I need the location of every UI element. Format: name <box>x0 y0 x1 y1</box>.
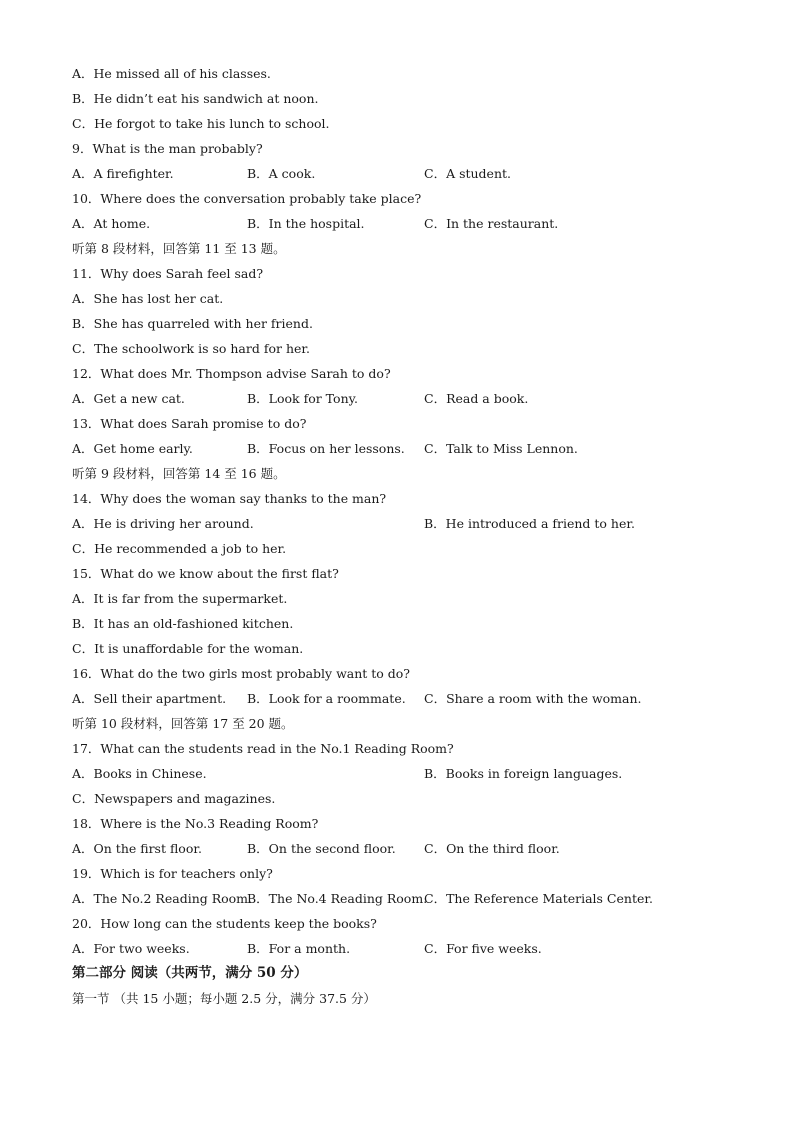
answer-option: C．Talk to Miss Lennon. <box>424 441 578 456</box>
option-row <box>72 936 752 961</box>
answer-option: A．Get a new cat. <box>72 391 185 406</box>
answer-option: C．For five weeks. <box>424 941 542 956</box>
text-line: A．He missed all of his classes. <box>72 66 271 81</box>
option-row <box>72 836 752 861</box>
answer-option: B．Look for a roommate. <box>247 691 406 706</box>
answer-option: A．The No.2 Reading Room. <box>72 891 253 906</box>
text-line: 16．What do the two girls most probably want to do? <box>72 666 411 681</box>
option-row <box>72 211 752 236</box>
answer-option: B．For a month. <box>247 941 351 956</box>
text-line: 12．What does Mr. Thompson advise Sarah to do? <box>72 366 391 381</box>
option-row <box>72 761 752 786</box>
option-row <box>72 386 752 411</box>
option-row <box>72 886 752 911</box>
answer-option: C．A student. <box>424 166 511 181</box>
text-line: A．She has lost her cat. <box>72 291 224 306</box>
text-line: 11．Why does Sarah feel sad? <box>72 266 264 281</box>
text-line: 9．What is the man probably? <box>72 141 263 156</box>
text-line: 15．What do we know about the first flat? <box>72 566 339 581</box>
text-line: C．Newspapers and magazines. <box>72 791 276 806</box>
text-line: C．It is unaffordable for the woman. <box>72 641 304 656</box>
text-line: B．It has an old-fashioned kitchen. <box>72 616 294 631</box>
text-line: B．He didn’t eat his sandwich at noon. <box>72 91 319 106</box>
answer-option: A．At home. <box>72 216 151 231</box>
text-line: C．The schoolwork is so hard for her. <box>72 341 310 356</box>
text-line: B．She has quarreled with her friend. <box>72 316 313 331</box>
answer-option: C．Read a book. <box>424 391 529 406</box>
text-line: 10．Where does the conversation probably take place? <box>72 191 422 206</box>
answer-option: B．Books in foreign languages. <box>424 766 623 781</box>
answer-option: B．Look for Tony. <box>247 391 359 406</box>
text-line: 听第 9 段材料，回答第 14 至 16 题。 <box>72 466 286 481</box>
answer-option: B．In the hospital. <box>247 216 365 231</box>
answer-option: A．For two weeks. <box>72 941 190 956</box>
answer-option: B．He introduced a friend to her. <box>424 516 635 531</box>
answer-option: A．A firefighter. <box>72 166 174 181</box>
answer-option: B．On the second floor. <box>247 841 396 856</box>
text-line: 19．Which is for teachers only? <box>72 866 273 881</box>
answer-option: C．The Reference Materials Center. <box>424 891 653 906</box>
text-line: 18．Where is the No.3 Reading Room? <box>72 816 319 831</box>
option-row <box>72 161 752 186</box>
answer-option: B．The No.4 Reading Room. <box>247 891 428 906</box>
text-line: 听第 10 段材料，回答第 17 至 20 题。 <box>72 716 294 731</box>
text-line: 17．What can the students read in the No.1 Reading Room? <box>72 741 454 756</box>
answer-option: A．Sell their apartment. <box>72 691 227 706</box>
section-heading: 第二部分 阅读（共两节，满分 50 分） <box>72 965 308 981</box>
answer-option: A．Get home early. <box>72 441 193 456</box>
option-row <box>72 686 752 711</box>
exam-page <box>72 61 752 1011</box>
text-line: 第一节 （共 15 小题；每小题 2.5 分，满分 37.5 分） <box>72 991 376 1006</box>
text-line: 13．What does Sarah promise to do? <box>72 416 307 431</box>
answer-option: A．Books in Chinese. <box>72 766 207 781</box>
text-line: 20．How long can the students keep the books? <box>72 916 377 931</box>
answer-option: C．In the restaurant. <box>424 216 559 231</box>
answer-option: B．Focus on her lessons. <box>247 441 405 456</box>
text-line: A．It is far from the supermarket. <box>72 591 288 606</box>
answer-option: A．He is driving her around. <box>72 516 254 531</box>
answer-option: A．On the first floor. <box>72 841 202 856</box>
option-row <box>72 436 752 461</box>
option-row <box>72 511 752 536</box>
text-line: 14．Why does the woman say thanks to the man? <box>72 491 387 506</box>
answer-option: C．On the third floor. <box>424 841 560 856</box>
answer-option: B．A cook. <box>247 166 316 181</box>
text-line: C．He recommended a job to her. <box>72 541 287 556</box>
answer-option: C．Share a room with the woman. <box>424 691 642 706</box>
text-line: 听第 8 段材料，回答第 11 至 13 题。 <box>72 241 286 256</box>
text-line: C．He forgot to take his lunch to school. <box>72 116 330 131</box>
